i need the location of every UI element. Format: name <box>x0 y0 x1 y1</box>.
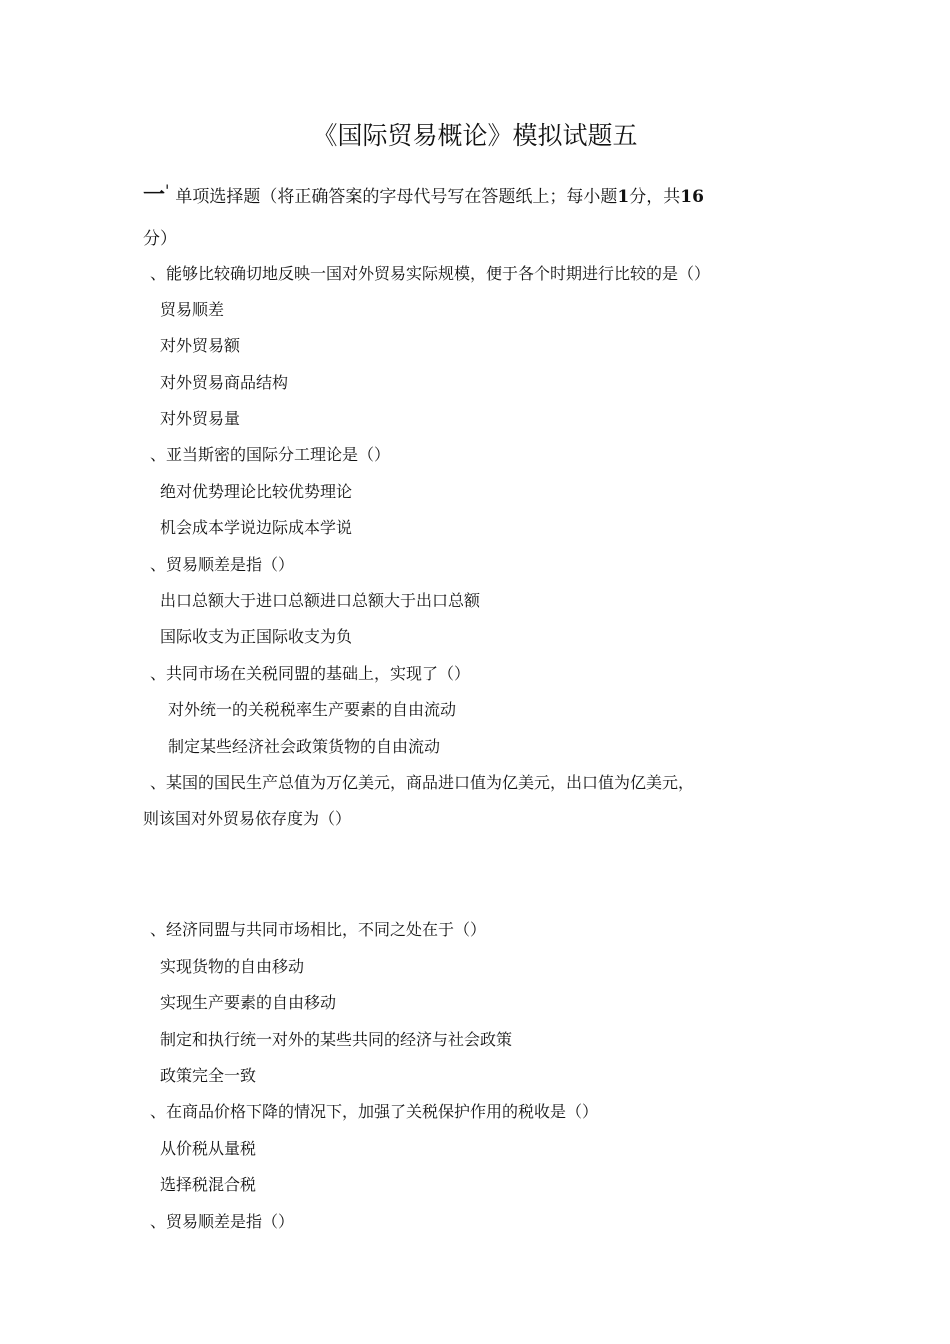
page-title: 《国际贸易概论》模拟试题五 <box>312 121 638 150</box>
option-line: 实现货物的自由移动 <box>160 957 305 976</box>
section-score-total: 16 <box>680 187 704 207</box>
option-line: 选择税混合税 <box>160 1175 257 1194</box>
option-line: 对外贸易量 <box>160 409 241 428</box>
question-6: 、经济同盟与共同市场相比，不同之处在于（） <box>150 920 487 939</box>
section-text-b: 分，共 <box>629 187 681 207</box>
question-1: 、能够比较确切地反映一国对外贸易实际规模，便于各个时期进行比较的是（） <box>150 264 711 283</box>
option-line: 对外贸易商品结构 <box>160 373 289 392</box>
question-8: 、贸易顺差是指（） <box>150 1212 295 1231</box>
section-mark: ' <box>165 181 170 200</box>
option-line: 实现生产要素的自由移动 <box>160 993 337 1012</box>
section-number: 一 <box>143 183 166 208</box>
option-line: 机会成本学说边际成本学说 <box>160 518 353 537</box>
section-heading <box>143 170 793 260</box>
question-5: 、某国的国民生产总值为万亿美元，商品进口值为亿美元，出口值为亿美元， <box>150 773 695 792</box>
option-line: 制定某些经济社会政策货物的自由流动 <box>168 737 441 756</box>
option-line: 国际收支为正国际收支为负 <box>160 627 353 646</box>
question-5-continued: 则该国对外贸易依存度为（） <box>143 809 352 828</box>
section-text-a: 单项选择题（将正确答案的字母代号写在答题纸上；每小题 <box>175 187 618 207</box>
question-7: 、在商品价格下降的情况下，加强了关税保护作用的税收是（） <box>150 1102 599 1121</box>
option-line: 绝对优势理论比较优势理论 <box>160 482 353 501</box>
option-line: 从价税从量税 <box>160 1139 257 1158</box>
option-line: 制定和执行统一对外的某些共同的经济与社会政策 <box>160 1030 513 1049</box>
section-text-c: 分） <box>143 229 177 249</box>
question-4: 、共同市场在关税同盟的基础上，实现了（） <box>150 664 471 683</box>
option-line: 对外统一的关税税率生产要素的自由流动 <box>168 700 457 719</box>
option-line: 贸易顺差 <box>160 300 225 319</box>
option-line: 对外贸易额 <box>160 336 241 355</box>
section-score-per: 1 <box>617 187 630 207</box>
question-2: 、亚当斯密的国际分工理论是（） <box>150 445 391 464</box>
option-line: 出口总额大于进口总额进口总额大于出口总额 <box>160 591 481 610</box>
option-line: 政策完全一致 <box>160 1066 257 1085</box>
question-3: 、贸易顺差是指（） <box>150 555 295 574</box>
